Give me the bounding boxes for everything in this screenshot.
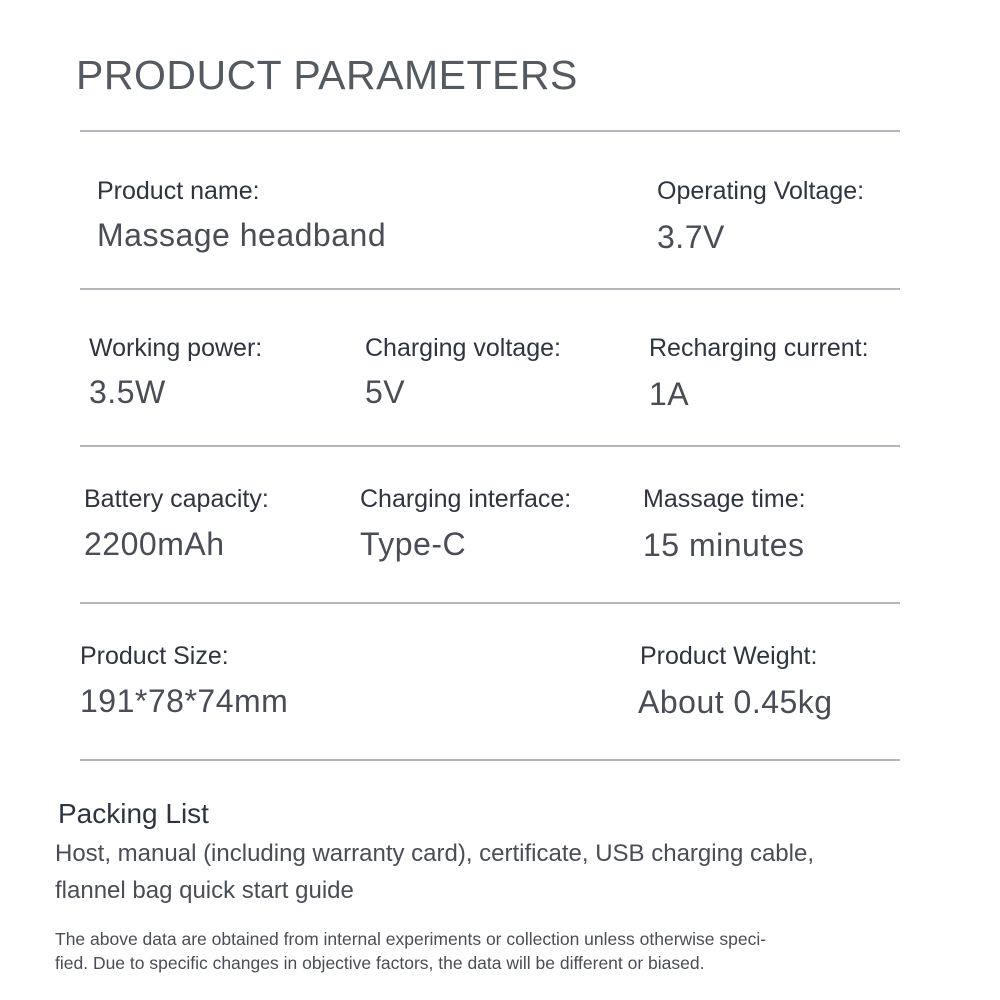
divider (80, 130, 900, 132)
battery-capacity-value: 2200mAh (84, 526, 225, 562)
operating-voltage-label: Operating Voltage: (657, 177, 865, 205)
working-power-value: 3.5W (89, 374, 166, 410)
charging-interface-label: Charging interface: (360, 485, 572, 513)
page-title: PRODUCT PARAMETERS (76, 52, 578, 98)
packing-list-line-2: flannel bag quick start guide (55, 877, 354, 904)
massage-time-value: 15 minutes (643, 527, 805, 563)
product-size-value: 191*78*74mm (80, 683, 289, 719)
disclaimer-line-1: The above data are obtained from internal experiments or collection unless otherwise speci- (55, 929, 767, 949)
working-power-label: Working power: (89, 334, 263, 362)
battery-capacity-label: Battery capacity: (84, 485, 269, 513)
divider (80, 288, 900, 290)
divider (80, 759, 900, 761)
charging-interface-value: Type-C (360, 526, 467, 562)
operating-voltage-value: 3.7V (657, 219, 725, 255)
packing-list-title: Packing List (58, 798, 209, 829)
divider (80, 602, 900, 604)
charging-voltage-value: 5V (365, 374, 406, 410)
product-size-label: Product Size: (80, 642, 229, 670)
product-weight-value: About 0.45kg (638, 684, 833, 720)
product-name-label: Product name: (97, 177, 260, 205)
massage-time-label: Massage time: (643, 485, 806, 513)
disclaimer-line-2: fied. Due to specific changes in objective factors, the data will be different or biased. (55, 953, 705, 973)
recharging-current-value: 1A (649, 376, 690, 412)
product-name-value: Massage headband (97, 217, 387, 253)
charging-voltage-label: Charging voltage: (365, 334, 561, 362)
packing-list-line-1: Host, manual (including warranty card), certificate, USB charging cable, (55, 840, 814, 867)
recharging-current-label: Recharging current: (649, 334, 869, 362)
divider (80, 445, 900, 447)
product-weight-label: Product Weight: (640, 642, 818, 670)
